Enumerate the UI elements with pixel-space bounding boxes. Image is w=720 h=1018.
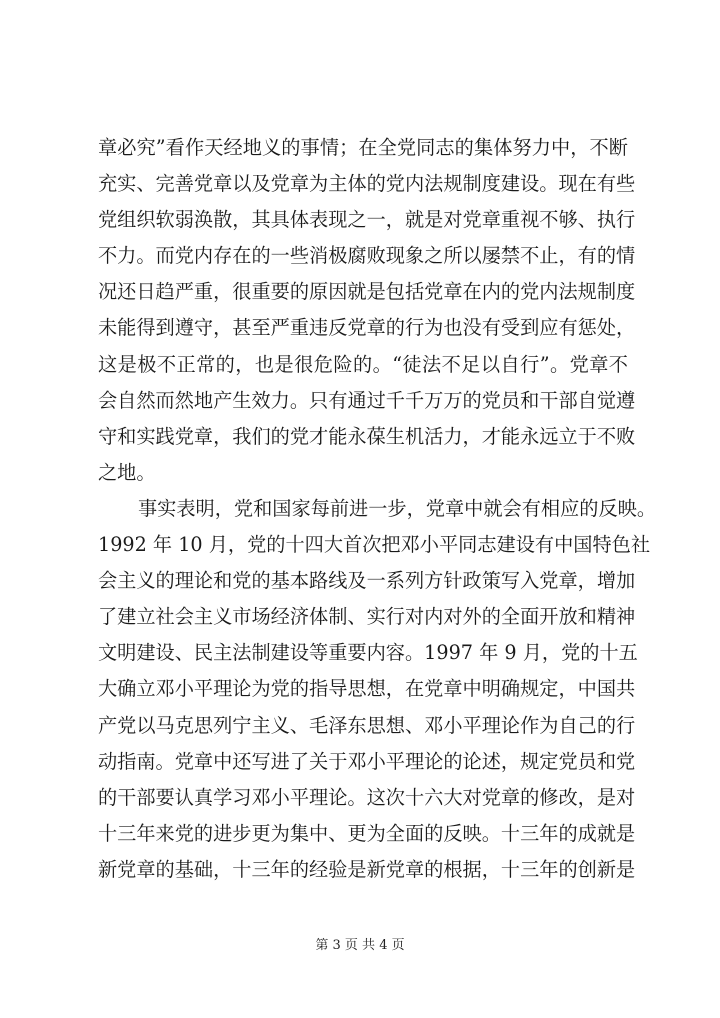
text-line: 新党章的基础，十三年的经验是新党章的根据，十三年的创新是 <box>98 857 636 881</box>
text-line: 党组织软弱涣散，其具体表现之一，就是对党章重视不够、执行 <box>98 208 636 232</box>
text-line: 1992 年 10 月，党的十四大首次把邓小平同志建设有中国特色社 <box>98 533 651 557</box>
text-line: 的干部要认真学习邓小平理论。这次十六大对党章的修改，是对 <box>98 785 636 809</box>
body-text <box>98 130 657 888</box>
text-line: 守和实践党章，我们的党才能永葆生机活力，才能永远立于不败 <box>98 424 636 448</box>
page-number-footer: 第 3 页 共 4 页 <box>315 938 405 953</box>
text-line: 充实、完善党章以及党章为主体的党内法规制度建设。现在有些 <box>98 172 636 196</box>
text-line: 会主义的理论和党的基本路线及一系列方针政策写入党章，增加 <box>98 569 636 593</box>
text-line: 产党以马克思列宁主义、毛泽东思想、邓小平理论作为自己的行 <box>98 713 636 737</box>
text-line: 十三年来党的进步更为集中、更为全面的反映。十三年的成就是 <box>98 821 636 845</box>
text-line: 未能得到遵守，甚至严重违反党章的行为也没有受到应有惩处， <box>98 316 636 340</box>
text-line: 动指南。党章中还写进了关于邓小平理论的论述，规定党员和党 <box>98 749 636 773</box>
text-line: 了建立社会主义市场经济体制、实行对内对外的全面开放和精神 <box>98 605 636 629</box>
text-line: 之地。 <box>98 460 156 484</box>
text-line: 文明建设、民主法制建设等重要内容。1997 年 9 月，党的十五 <box>98 641 638 665</box>
text-line: 章必究”看作天经地义的事情；在全党同志的集体努力中，不断 <box>98 136 628 159</box>
text-line: 不力。而党内存在的一些消极腐败现象之所以屡禁不止，有的情 <box>98 244 636 268</box>
text-line: 这是极不正常的，也是很危险的。“徒法不足以自行”。党章不 <box>98 352 628 376</box>
paragraph-start-line: 事实表明，党和国家每前进一步，党章中就会有相应的反映。 <box>138 496 657 520</box>
text-line: 会自然而然地产生效力。只有通过千千万万的党员和干部自觉遵 <box>98 388 636 412</box>
text-line: 况还日趋严重，很重要的原因就是包括党章在内的党内法规制度 <box>98 280 636 304</box>
text-line: 大确立邓小平理论为党的指导思想，在党章中明确规定，中国共 <box>98 677 636 701</box>
